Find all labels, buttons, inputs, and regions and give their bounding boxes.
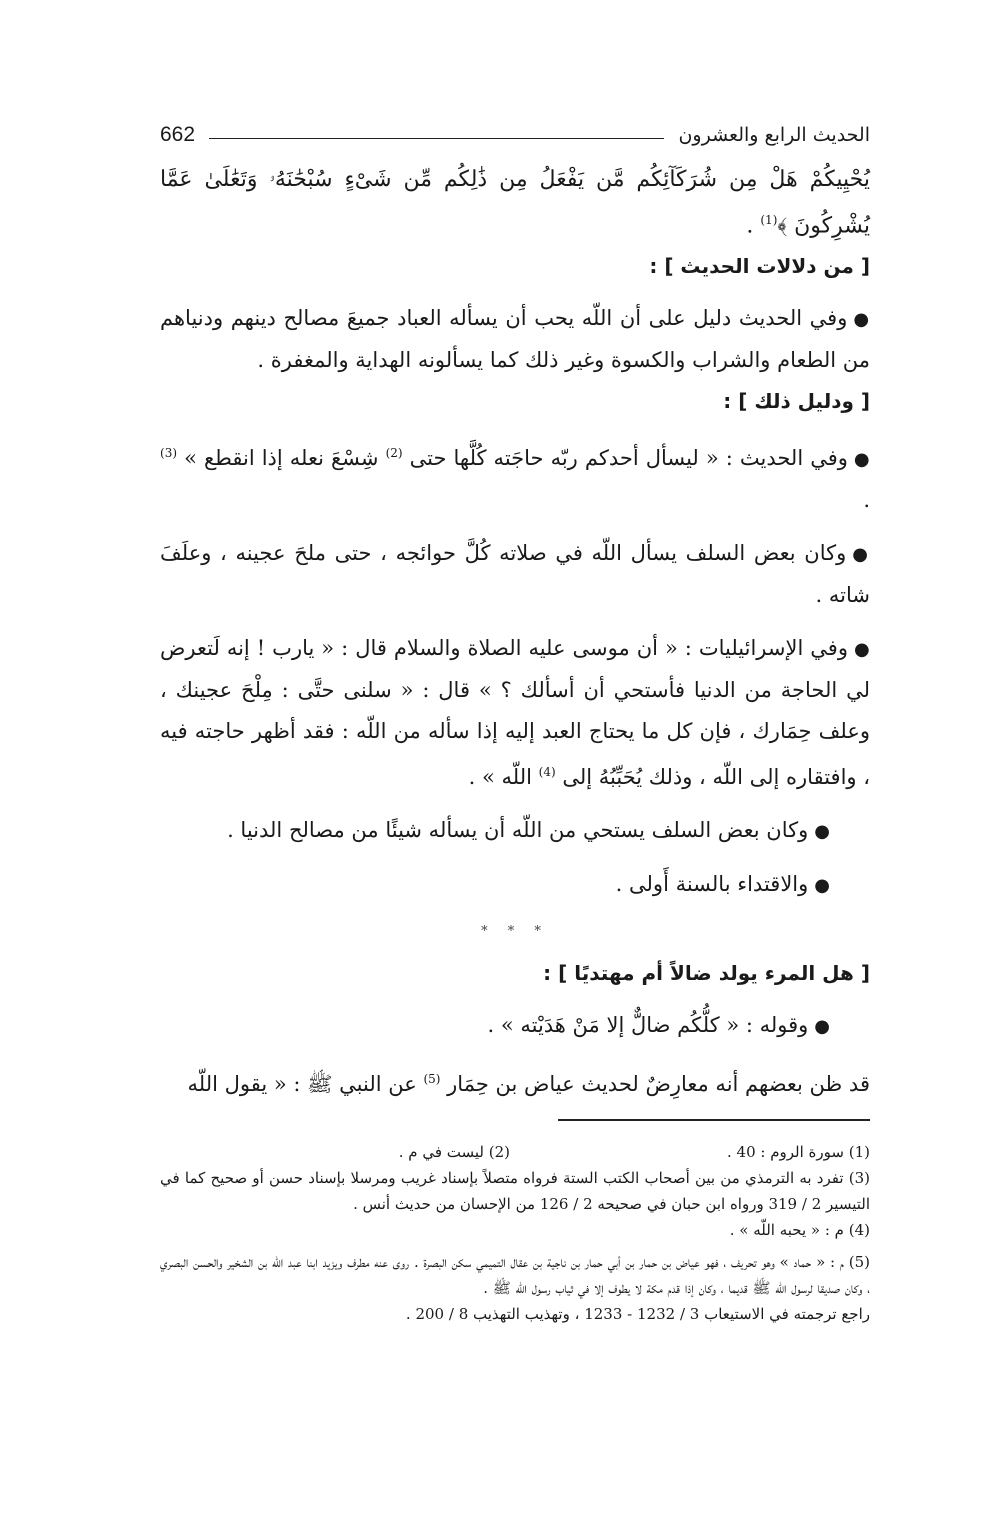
paragraph bbox=[160, 298, 870, 381]
paragraph-text: عن النبي ﷺ : « يقول اللّه bbox=[187, 1072, 424, 1097]
paragraph-text: وفي الحديث دليل على أن اللّه يحب أن يسأله العباد جميعَ مصالح دينهم ودنياهم من الطعام والشراب والكسوة وغير ذلك كما يسألونه الهداية والمغفرة . bbox=[160, 306, 870, 373]
footnote-ref: (2) bbox=[385, 446, 403, 461]
verse-end: . bbox=[746, 213, 761, 239]
footnote-5: (5) م : « حماد » وهو تحريف ، فهو عياض بن حمار بن أبي حمار بن ناجية بن عقال التميمي سكن البصرة . روى عنه مطرف ويزيد ابنا عبد اللّه بن الشخير والحسن البصري ، وكان صديقا لرسول اللّه ﷺ قديما ، وكان إذا قدم مكة لا يطوف إلا في ثياب رسول اللّه ﷺ . bbox=[160, 1253, 870, 1298]
footnote-ref: (1) bbox=[760, 213, 778, 227]
paragraph-text: والاقتداء بالسنة أَولى . bbox=[615, 872, 809, 897]
paragraph-text: شِسْعَ نعله إذا انقطع » bbox=[184, 446, 386, 471]
running-header bbox=[160, 118, 870, 152]
paragraph-text: اللّه » . bbox=[468, 765, 539, 790]
section-heading: [ هل المرء يولد ضالاً أم مهتديًا ] : bbox=[543, 961, 870, 986]
header-rule bbox=[209, 138, 664, 139]
section-heading: [ من دلالات الحديث ] : bbox=[649, 254, 870, 279]
verse-text: يُحْيِيكُمْ هَلْ مِن شُرَكَآئِكُم مَّن يَفْعَلُ مِن ذَٰلِكُم مِّن شَىْءٍ سُبْحَٰنَهُۥ وَتَعَٰلَىٰ عَمَّا يُشْرِكُونَ ﴾ bbox=[160, 167, 870, 239]
paragraph-text: وفي الإسرائيليات : « أن موسى عليه الصلاة والسلام قال : « يارب ! إنه لَتعرض لي الحاجة من الدنيا فأستحي أن أسألك ؟ » قال : « سلنى حتَّى : مِلْحَ عجينك ، وعلف حِمَارك ، فإن كل ما يحتاج العبد إليه إذا سأله من اللّه : فقد أظهر حاجته فيه ، وافتقاره إلى اللّه ، وذلك يُحَبِّبُهُ إلى bbox=[160, 636, 870, 790]
section-separator: * * * bbox=[481, 924, 549, 940]
bullet-icon: ● bbox=[814, 1016, 830, 1038]
bullet-icon: ● bbox=[853, 309, 870, 331]
paragraph bbox=[160, 533, 870, 616]
bullet-icon: ● bbox=[814, 875, 830, 897]
footnote-reference: راجع ترجمته في الاستيعاب 3 / 1232 - 1233 ، وتهذيب التهذيب 8 / 200 . bbox=[405, 1305, 870, 1324]
footnote-4: (4) م : « يحبه اللّه » . bbox=[729, 1221, 870, 1240]
section-heading: [ ودليل ذلك ] : bbox=[723, 389, 870, 414]
bullet-icon: ● bbox=[852, 544, 870, 566]
paragraph bbox=[160, 1059, 870, 1105]
bullet-icon: ● bbox=[853, 639, 870, 661]
paragraph-text: وكان بعض السلف يسأل اللّه في صلاته كُلَّ حوائجه ، حتى ملحَ عجينه ، وعلَفَ شاته . bbox=[160, 541, 870, 608]
paragraph bbox=[160, 628, 870, 798]
paragraph bbox=[160, 433, 870, 521]
paragraph-text: . bbox=[863, 488, 870, 513]
footnote-2: (2) ليست في م . bbox=[398, 1143, 510, 1162]
bullet-icon: ● bbox=[814, 821, 830, 843]
footnote-ref: (4) bbox=[538, 765, 556, 780]
footnote-3: (3) تفرد به الترمذي من بين أصحاب الكتب الستة فرواه متصلاً بإسناد غريب ومرسلا بإسناد حسن أو صحيح كما في التيسير 2 / 319 ورواه ابن حبان في صحيحه 2 / 126 من الإحسان من حديث أنس . bbox=[160, 1169, 870, 1214]
footnote-1: (1) سورة الروم : 40 . bbox=[727, 1143, 870, 1162]
paragraph-text: وكان بعض السلف يستحي من اللّه أن يسأله شيئًا من مصالح الدنيا . bbox=[227, 818, 809, 843]
page-number: 662 bbox=[160, 123, 196, 146]
book-page bbox=[160, 118, 870, 1327]
paragraph bbox=[160, 1005, 870, 1047]
footnote-ref: (5) bbox=[423, 1072, 441, 1087]
footnote-row bbox=[160, 1139, 870, 1165]
footnote-ref: (3) bbox=[160, 446, 178, 461]
paragraph-text: قد ظن بعضهم أنه معارِضٌ لحديث عياض بن حِمَار bbox=[447, 1072, 870, 1097]
paragraph bbox=[160, 864, 870, 906]
footnote-rule bbox=[558, 1119, 870, 1121]
paragraph-text: وفي الحديث : « ليسأل أحدكم ربّه حاجَته كُلَّها حتى bbox=[409, 446, 848, 471]
paragraph bbox=[160, 810, 870, 852]
chapter-title: الحديث الرابع والعشرون bbox=[678, 124, 870, 146]
paragraph-text: وقوله : « كلُّكُم ضالٌّ إلا مَنْ هَدَيْته » . bbox=[487, 1013, 809, 1038]
bullet-icon: ● bbox=[853, 449, 870, 471]
quran-verse bbox=[160, 160, 870, 246]
